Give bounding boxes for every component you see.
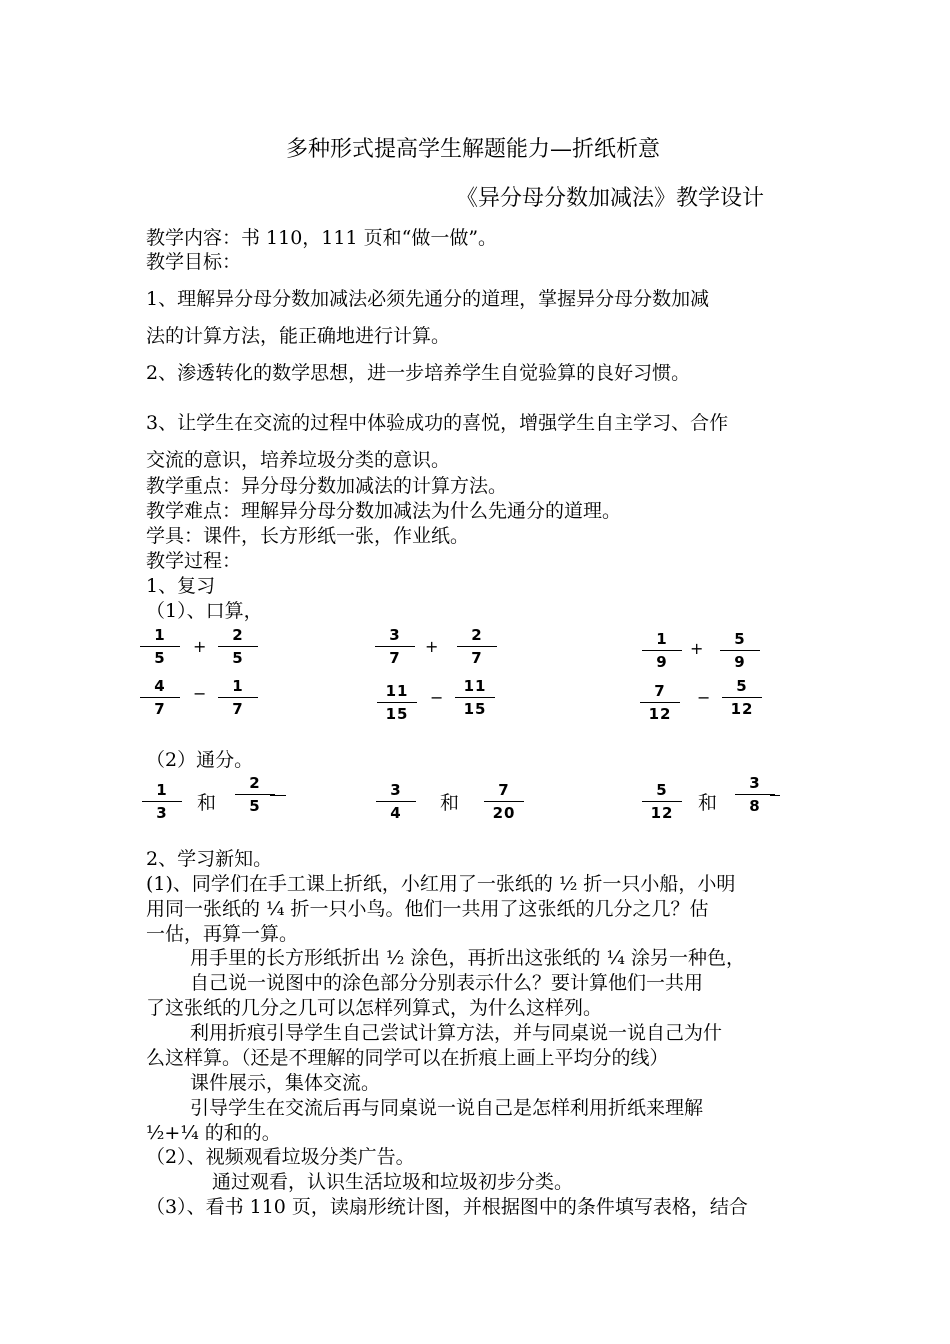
paragraph-2: 用手里的长方形纸折出 ½ 涂色，再折出这张纸的 ¼ 涂另一种色， [190, 947, 745, 969]
page-title: 多种形式提高学生解题能力—折纸析意 [286, 137, 661, 162]
tools: 学具：课件，长方形纸一张，作业纸。 [146, 525, 470, 547]
paragraph-3-line-2: 了这张纸的几分之几可以怎样列算式，为什么这样列。 [146, 997, 603, 1019]
difficulty: 教学难点：理解异分母分数加减法为什么先通分的道理。 [146, 500, 622, 522]
fraction: 5 12 [642, 781, 682, 822]
paragraph-4-line-1: 利用折痕引导学生自己尝试计算方法，并与同桌说一说自己为什 [190, 1022, 723, 1044]
fraction: 7 12 [640, 682, 680, 723]
fraction: 11 15 [455, 677, 495, 718]
fraction: 1 3 [142, 781, 182, 822]
paragraph-1-line-1: (1)、同学们在手工课上折纸，小红用了一张纸的 ½ 折一只小船，小明 [146, 873, 736, 895]
review-heading: 1、复习 [146, 575, 216, 597]
key-point: 教学重点：异分母分数加减法的计算方法。 [146, 475, 508, 497]
fraction: 2 7 [457, 626, 497, 667]
paragraph-6-line-1: 引导学生在交流后再与同桌说一说自己是怎样利用折纸来理解 [190, 1097, 704, 1119]
fraction: 1 9 [642, 630, 682, 671]
and-word: 和 [698, 792, 718, 814]
fraction: 2 5 [218, 626, 258, 667]
paragraph-7: （2）、视频观看垃圾分类广告。 [146, 1146, 415, 1168]
answer-line [270, 795, 286, 796]
paragraph-4-line-2: 么这样算。（还是不理解的同学可以在折痕上画上平均分的线） [146, 1047, 669, 1069]
learn-heading: 2、学习新知。 [146, 848, 273, 870]
fraction: 4 7 [140, 677, 180, 718]
and-word: 和 [197, 792, 217, 814]
page-subtitle: 《异分母分数加减法》教学设计 [456, 186, 765, 211]
fraction: 5 12 [722, 677, 762, 718]
process-label: 教学过程： [146, 550, 242, 572]
paragraph-9: （3）、看书 110 页，读扇形统计图，并根据图中的条件填写表格，结合 [146, 1196, 748, 1218]
paragraph-6-line-2: ½+¼ 的和的。 [146, 1122, 281, 1144]
paragraph-3-line-1: 自己说一说图中的涂色部分分别表示什么？要计算他们一共用 [190, 972, 704, 994]
common-denominator-label: （2）通分。 [146, 749, 254, 771]
fraction: 1 5 [140, 626, 180, 667]
fraction: 3 7 [375, 626, 415, 667]
fraction: 3 8 [735, 774, 775, 815]
fraction: 5 9 [720, 630, 760, 671]
fraction: 7 20 [484, 781, 524, 822]
goals-label: 教学目标： [146, 251, 242, 273]
operator: − [430, 688, 444, 707]
fraction: 2 5 [235, 774, 275, 815]
operator: + [690, 639, 704, 658]
oral-label: （1）、口算， [146, 600, 263, 622]
goal-1-line-2: 法的计算方法，能正确地进行计算。 [146, 325, 451, 347]
paragraph-1-line-2: 用同一张纸的 ¼ 折一只小鸟。他们一共用了这张纸的几分之几？估 [146, 898, 709, 920]
fraction: 11 15 [377, 682, 417, 723]
and-word: 和 [440, 792, 460, 814]
goal-1-line-1: 1、理解异分母分数加减法必须先通分的道理，掌握异分母分数加减 [146, 288, 710, 310]
answer-line [770, 795, 780, 796]
paragraph-5: 课件展示，集体交流。 [190, 1072, 381, 1094]
operator: + [425, 637, 439, 656]
teaching-content: 教学内容：书 110，111 页和“做一做”。 [146, 227, 498, 249]
goal-3-line-2: 交流的意识，培养垃圾分类的意识。 [146, 449, 451, 471]
operator: + [193, 637, 207, 656]
operator: − [697, 688, 711, 707]
goal-3-line-1: 3、让学生在交流的过程中体验成功的喜悦，增强学生自主学习、合作 [146, 412, 729, 434]
fraction: 1 7 [218, 677, 258, 718]
operator: − [193, 684, 207, 703]
paragraph-8: 通过观看，认识生活垃圾和垃圾初步分类。 [212, 1171, 574, 1193]
goal-2: 2、渗透转化的数学思想，进一步培养学生自觉验算的良好习惯。 [146, 362, 691, 384]
paragraph-1-line-3: 一估，再算一算。 [146, 923, 299, 945]
fraction: 3 4 [376, 781, 416, 822]
